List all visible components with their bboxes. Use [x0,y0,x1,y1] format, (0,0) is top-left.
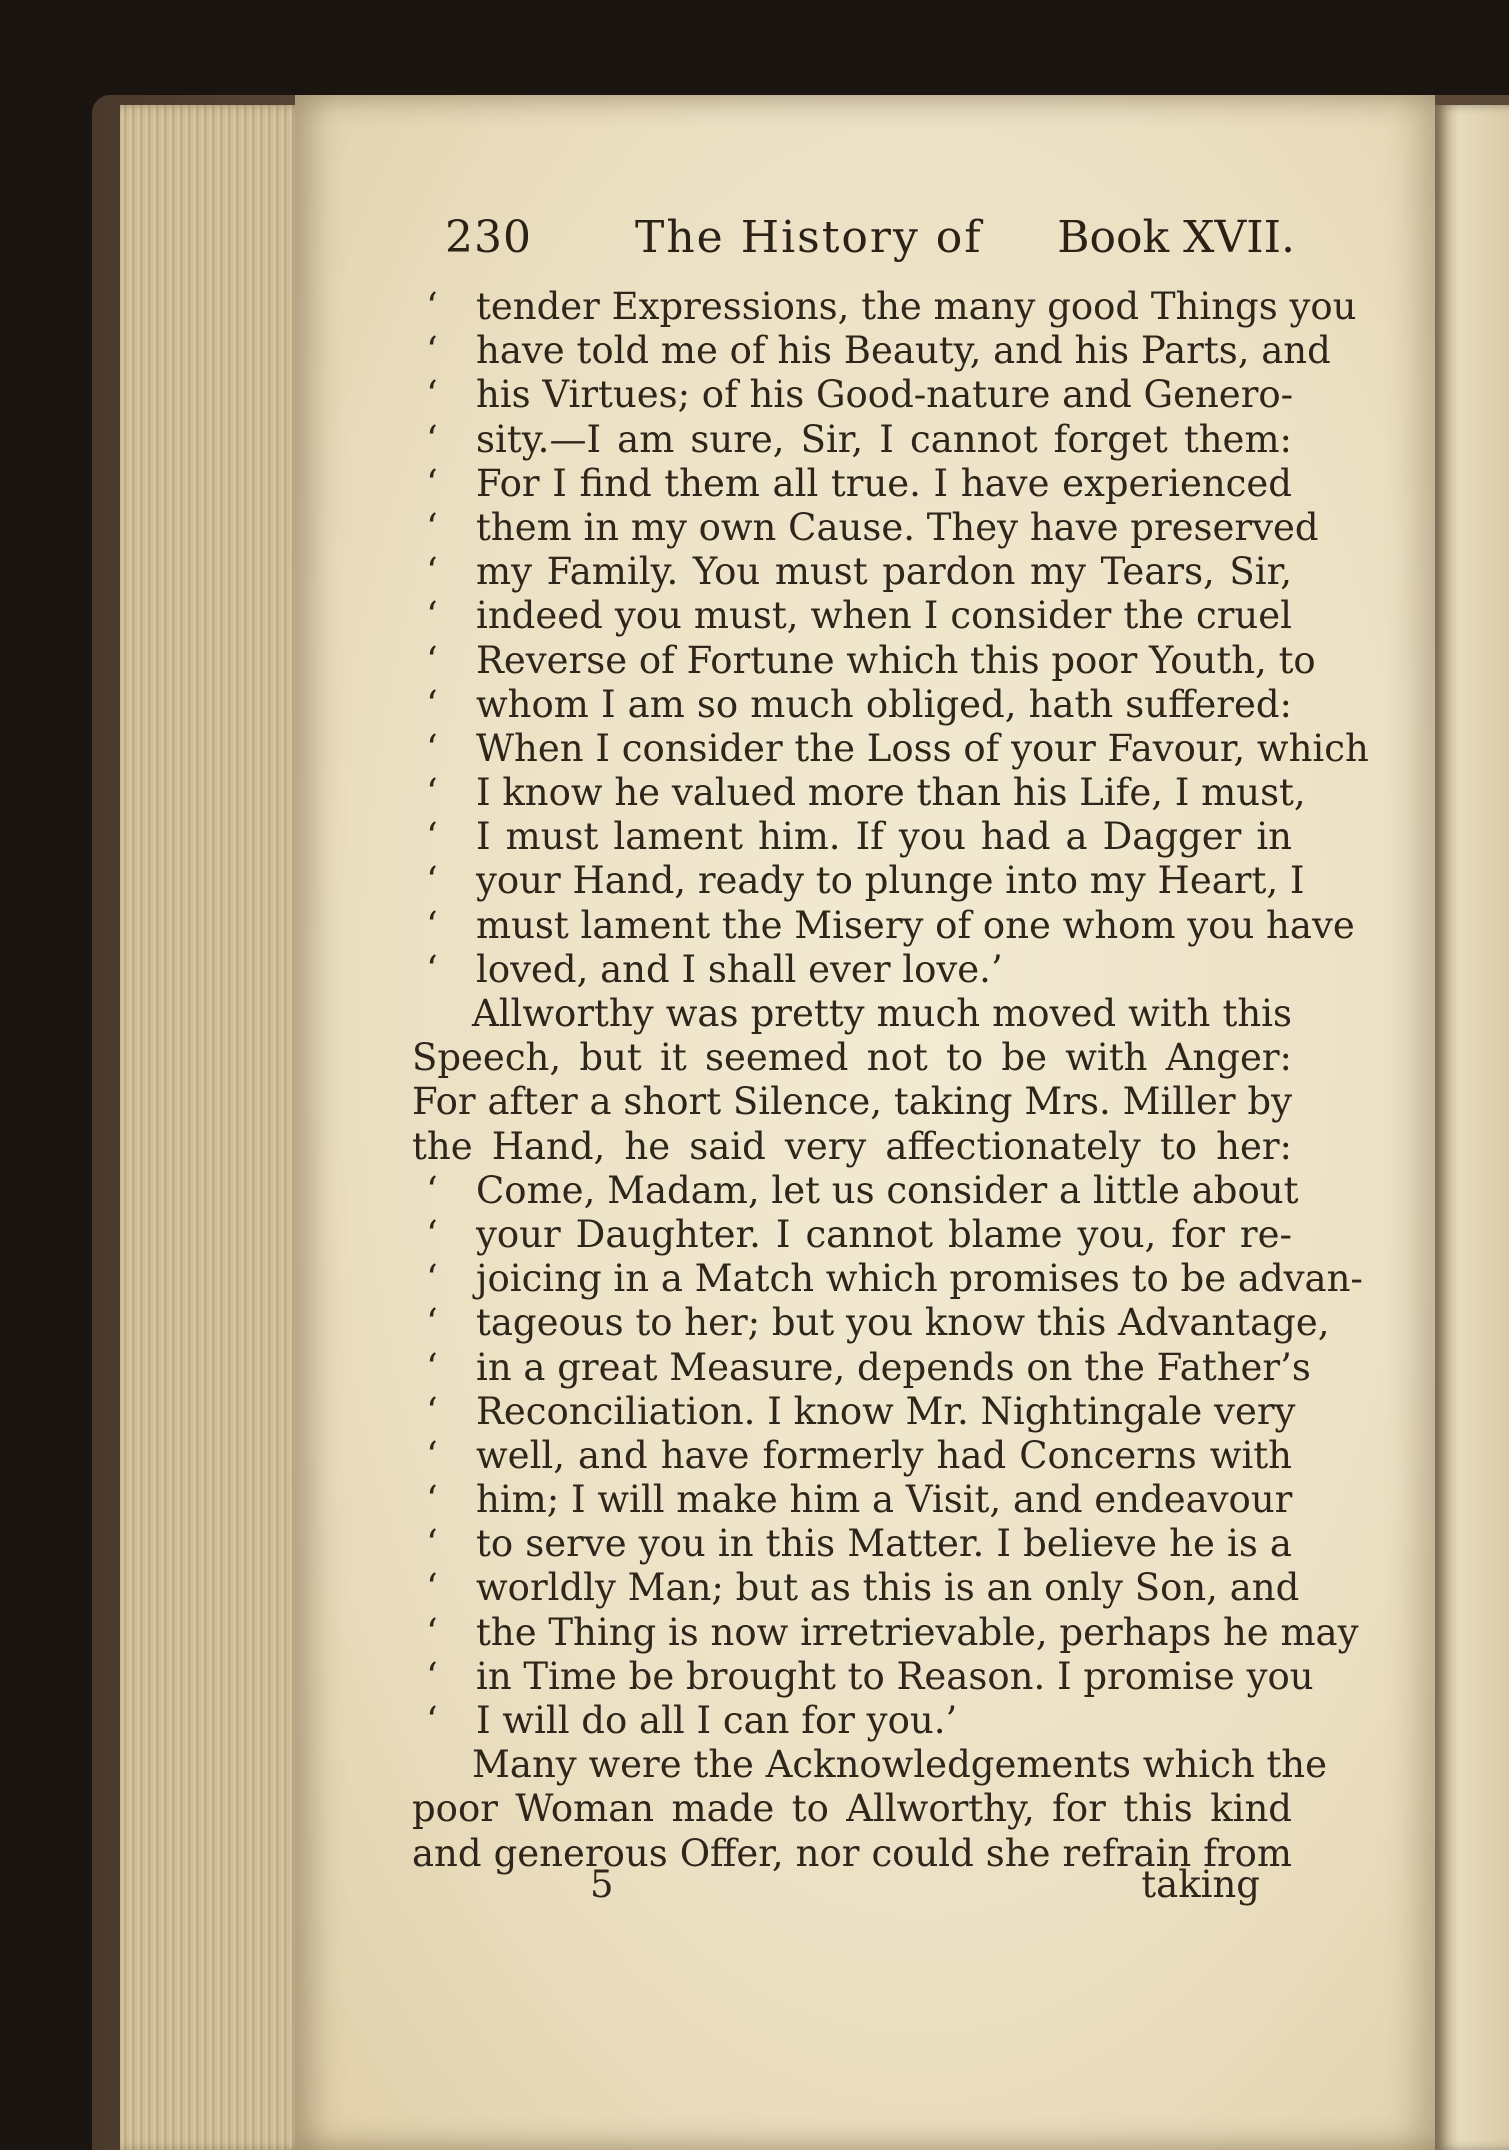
text-line: ‘ I know he valued more than his Life, I must, [412,771,1292,815]
facing-page-edge [1435,105,1509,2150]
body-text [412,285,1369,1876]
text-line: ‘ indeed you must, when I consider the cruel [412,594,1292,638]
running-header [445,212,1295,272]
text-line: ‘ tageous to her; but you know this Advantage, [412,1301,1292,1345]
text-line: ‘ joicing in a Match which promises to be advan- [412,1257,1292,1301]
page-footer [590,1863,1260,1913]
text-line: ‘ in a great Measure, depends on the Father’s [412,1346,1292,1390]
text-line: ‘ Reconciliation. I know Mr. Nightingale very [412,1390,1292,1434]
text-line: ‘ your Daughter. I cannot blame you, for re- [412,1213,1292,1257]
text-line: ‘ For I find them all true. I have experienced [412,462,1292,506]
text-line: ‘ When I consider the Loss of your Favour, which [412,727,1292,771]
text-line: ‘ well, and have formerly had Concerns with [412,1434,1292,1478]
text-line: ‘ worldly Man; but as this is an only Son, and [412,1566,1292,1610]
text-line: ‘ the Thing is now irretrievable, perhaps he may [412,1611,1292,1655]
text-line: ‘ loved, and I shall ever love.’ [412,948,1292,992]
text-line: ‘ my Family. You must pardon my Tears, Sir, [412,550,1292,594]
text-line: ‘ tender Expressions, the many good Things you [412,285,1292,329]
text-line: poor Woman made to Allworthy, for this kind [412,1787,1292,1831]
text-line: ‘ whom I am so much obliged, hath suffered: [412,683,1292,727]
text-line: ‘ Reverse of Fortune which this poor Youth, to [412,639,1292,683]
text-line: ‘ I will do all I can for you.’ [412,1699,1292,1743]
text-line: ‘ him; I will make him a Visit, and endeavour [412,1478,1292,1522]
catchword: taking [1141,1863,1260,1906]
text-line: Many were the Acknowledgements which the [472,1743,1328,1787]
book-number: Book XVII. [1057,212,1295,263]
text-line: ‘ must lament the Misery of one whom you have [412,904,1292,948]
text-line: ‘ your Hand, ready to plunge into my Heart, I [412,859,1292,903]
text-line: Allworthy was pretty much moved with this [472,992,1292,1035]
running-title: The History of [635,212,983,263]
text-line: ‘ in Time be brought to Reason. I promise you [412,1655,1292,1699]
text-line: ‘ I must lament him. If you had a Dagger in [412,815,1292,859]
text-line: ‘ them in my own Cause. They have preserved [412,506,1292,550]
signature-mark: 5 [590,1863,614,1906]
page-number: 230 [445,212,532,263]
text-line: ‘ have told me of his Beauty, and his Parts, and [412,329,1292,373]
text-line: ‘ his Virtues; of his Good-nature and Genero- [412,373,1292,417]
text-line: ‘ to serve you in this Matter. I believe he is a [412,1522,1292,1566]
text-line: ‘ sity.—I am sure, Sir, I cannot forget them: [412,418,1292,462]
text-line: ‘ Come, Madam, let us consider a little about [412,1169,1292,1213]
text-line: the Hand, he said very affectionately to her: [412,1124,1292,1168]
text-line: and generous Offer, nor could she refrain from [412,1831,1292,1875]
page-edges [120,105,305,2150]
text-line: Speech, but it seemed not to be with Anger: [412,1036,1292,1080]
text-line: For after a short Silence, taking Mrs. Miller by [412,1080,1292,1124]
